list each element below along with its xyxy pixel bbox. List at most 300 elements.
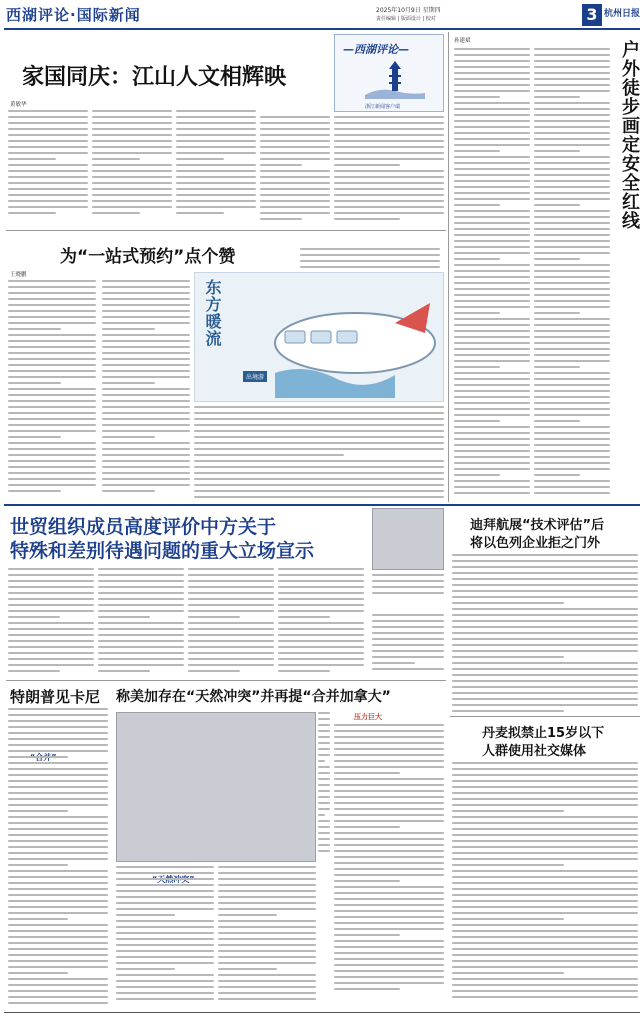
text-line-placeholder [260,140,330,142]
text-line-placeholder [102,418,190,420]
text-line-placeholder [318,844,330,846]
text-line-placeholder [454,486,530,488]
text-line-placeholder [116,878,214,880]
text-line-placeholder [102,352,190,354]
text-line-placeholder [534,348,610,350]
text-line-placeholder [278,574,364,576]
text-line-placeholder [454,456,530,458]
text-line-placeholder [334,736,444,738]
text-line-placeholder [188,598,274,600]
text-line-placeholder [8,652,94,654]
text-line-placeholder [8,358,96,360]
text-line-placeholder [534,354,610,356]
text-line-placeholder [452,834,638,836]
text-line-placeholder [176,128,256,130]
text-line-placeholder [278,652,364,654]
illustration-caption [300,248,440,272]
text-line-placeholder [116,884,214,886]
text-line-placeholder [534,84,610,86]
text-line-placeholder [452,870,638,872]
text-line-placeholder [218,968,277,970]
text-line-placeholder [318,814,325,816]
text-line-placeholder [98,640,184,642]
text-line-placeholder [8,334,96,336]
text-line-placeholder [454,288,530,290]
text-line-placeholder [278,604,364,606]
text-line-placeholder [92,110,172,112]
text-line-placeholder [334,862,444,864]
text-line-placeholder [334,152,444,154]
text-line-placeholder [176,116,256,118]
text-line-placeholder [102,322,190,324]
text-line-placeholder [176,194,256,196]
text-line-placeholder [452,798,638,800]
booking-col-2 [102,280,190,496]
text-line-placeholder [452,662,638,664]
dihe-headline-line1: 迪拜航展“技术评估”后 [470,518,605,533]
text-line-placeholder [8,490,61,492]
text-line-placeholder [278,658,364,660]
canada-col-1 [116,866,214,1004]
text-line-placeholder [454,186,530,188]
text-line-placeholder [452,608,638,610]
outdoor-byline: 孙建斌 [454,38,471,44]
text-line-placeholder [454,90,530,92]
text-line-placeholder [454,312,500,314]
text-line-placeholder [534,336,610,338]
text-line-placeholder [116,980,214,982]
text-line-placeholder [452,912,638,914]
text-line-placeholder [534,228,610,230]
text-line-placeholder [534,138,610,140]
text-line-placeholder [454,354,530,356]
text-line-placeholder [452,602,564,604]
text-line-placeholder [334,970,444,972]
text-line-placeholder [334,826,400,828]
text-line-placeholder [8,628,94,630]
text-line-placeholder [452,786,638,788]
dihe-body [452,554,638,716]
text-line-placeholder [534,72,610,74]
text-line-placeholder [8,346,96,348]
text-line-placeholder [334,952,444,954]
text-line-placeholder [334,874,444,876]
text-line-placeholder [534,240,610,242]
text-line-placeholder [534,450,610,452]
text-line-placeholder [452,828,638,830]
text-line-placeholder [454,480,530,482]
page-number: 3 [582,4,602,26]
text-line-placeholder [8,852,108,854]
text-line-placeholder [534,378,610,380]
text-line-placeholder [534,282,610,284]
text-line-placeholder [454,96,500,98]
text-line-placeholder [454,114,530,116]
text-line-placeholder [454,372,530,374]
text-line-placeholder [534,294,610,296]
text-line-placeholder [8,942,108,944]
text-line-placeholder [454,390,530,392]
text-line-placeholder [534,204,580,206]
text-line-placeholder [334,176,444,178]
canada-col-2 [218,866,316,1004]
text-line-placeholder [334,808,444,810]
text-line-placeholder [454,276,530,278]
text-line-placeholder [334,958,444,960]
text-line-placeholder [194,436,444,438]
text-line-placeholder [534,300,610,302]
text-line-placeholder [454,420,500,422]
text-line-placeholder [92,164,172,166]
text-line-placeholder [318,784,330,786]
text-line-placeholder [452,656,564,658]
text-line-placeholder [334,910,444,912]
text-line-placeholder [8,328,61,330]
text-line-placeholder [454,210,530,212]
text-line-placeholder [534,342,610,344]
carney-body [8,708,108,1008]
text-line-placeholder [318,748,330,750]
text-line-placeholder [534,90,610,92]
text-line-placeholder [8,810,68,812]
text-line-placeholder [194,478,444,480]
text-line-placeholder [8,340,96,342]
text-line-placeholder [8,726,108,728]
text-line-placeholder [8,720,108,722]
wto-col-4 [278,568,364,676]
text-line-placeholder [8,484,96,486]
text-line-placeholder [98,592,184,594]
text-line-placeholder [98,586,184,588]
text-line-placeholder [534,258,580,260]
text-line-placeholder [98,670,150,672]
text-line-placeholder [334,934,400,936]
text-line-placeholder [8,984,108,986]
divider [6,680,446,681]
page-header [4,2,640,30]
text-line-placeholder [8,376,96,378]
text-line-placeholder [260,194,330,196]
text-line-placeholder [218,944,316,946]
text-line-placeholder [372,614,444,616]
text-line-placeholder [452,566,638,568]
text-line-placeholder [194,496,444,498]
main-article-col-4 [260,116,330,224]
text-line-placeholder [116,920,214,922]
text-line-placeholder [98,604,184,606]
text-line-placeholder [334,116,444,118]
text-line-placeholder [218,932,316,934]
wto-photo [372,508,444,570]
text-line-placeholder [454,192,530,194]
text-line-placeholder [318,742,330,744]
text-line-placeholder [102,346,190,348]
text-line-placeholder [116,974,214,976]
text-line-placeholder [318,820,330,822]
text-line-placeholder [8,322,96,324]
text-line-placeholder [98,574,184,576]
text-line-placeholder [278,598,364,600]
text-line-placeholder [8,870,108,872]
text-line-placeholder [92,152,172,154]
text-line-placeholder [452,894,638,896]
text-line-placeholder [116,956,214,958]
text-line-placeholder [278,622,364,624]
text-line-placeholder [454,204,500,206]
text-line-placeholder [218,890,316,892]
text-line-placeholder [98,628,184,630]
text-line-placeholder [334,772,400,774]
text-line-placeholder [534,288,610,290]
text-line-placeholder [102,466,190,468]
text-line-placeholder [8,708,108,710]
text-line-placeholder [334,760,444,762]
text-line-placeholder [452,852,638,854]
text-line-placeholder [8,762,108,764]
text-line-placeholder [318,850,330,852]
text-line-placeholder [452,698,638,700]
text-line-placeholder [8,610,94,612]
text-line-placeholder [8,864,68,866]
wto-col-2 [98,568,184,676]
text-line-placeholder [188,628,274,630]
text-line-placeholder [318,808,330,810]
text-line-placeholder [218,962,316,964]
text-line-placeholder [8,664,94,666]
text-line-placeholder [534,456,610,458]
text-line-placeholder [278,592,364,594]
text-line-placeholder [534,432,610,434]
staff-line: 责任编辑 | 版面设计 | 校对 [376,16,436,22]
text-line-placeholder [92,134,172,136]
text-line-placeholder [534,372,610,374]
text-line-placeholder [534,150,580,152]
text-line-placeholder [534,210,610,212]
text-line-placeholder [8,804,108,806]
text-line-placeholder [454,228,530,230]
text-line-placeholder [8,990,108,992]
text-line-placeholder [534,438,610,440]
text-line-placeholder [454,66,530,68]
text-line-placeholder [334,766,444,768]
text-line-placeholder [534,234,610,236]
text-line-placeholder [102,316,190,318]
booking-col-3 [194,406,444,502]
text-line-placeholder [454,318,530,320]
text-line-placeholder [8,876,108,878]
text-line-placeholder [98,598,184,600]
text-line-placeholder [8,430,96,432]
text-line-placeholder [534,162,610,164]
text-line-placeholder [452,906,638,908]
text-line-placeholder [194,424,444,426]
text-line-placeholder [8,894,108,896]
text-line-placeholder [452,686,638,688]
text-line-placeholder [452,948,638,950]
text-line-placeholder [372,650,444,652]
text-line-placeholder [454,282,530,284]
text-line-placeholder [300,260,440,262]
text-line-placeholder [534,108,610,110]
text-line-placeholder [454,294,530,296]
text-line-placeholder [300,254,440,256]
wto-col-3 [188,568,274,676]
text-line-placeholder [454,84,530,86]
text-line-placeholder [260,182,330,184]
text-line-placeholder [278,664,364,666]
text-line-placeholder [176,164,256,166]
text-line-placeholder [534,306,610,308]
text-line-placeholder [260,170,330,172]
text-line-placeholder [260,146,330,148]
text-line-placeholder [452,954,638,956]
text-line-placeholder [8,750,108,752]
text-line-placeholder [188,592,274,594]
text-line-placeholder [8,780,108,782]
text-line-placeholder [454,348,530,350]
text-line-placeholder [278,670,330,672]
booking-byline: 王晓鹏 [10,272,27,278]
text-line-placeholder [8,586,94,588]
text-line-placeholder [8,882,108,884]
text-line-placeholder [102,286,190,288]
text-line-placeholder [334,742,444,744]
text-line-placeholder [452,942,638,944]
text-line-placeholder [8,756,68,758]
text-line-placeholder [188,664,274,666]
text-line-placeholder [334,194,444,196]
text-line-placeholder [454,168,530,170]
text-line-placeholder [334,904,444,906]
text-line-placeholder [452,846,638,848]
wto-col-5 [372,614,444,674]
text-line-placeholder [452,984,638,986]
text-line-placeholder [102,388,190,390]
text-line-placeholder [372,662,415,664]
text-line-placeholder [334,754,444,756]
text-line-placeholder [188,646,274,648]
text-line-placeholder [454,414,530,416]
outdoor-col-1 [454,48,530,498]
text-line-placeholder [318,736,330,738]
text-line-placeholder [534,420,580,422]
text-line-placeholder [534,174,610,176]
text-line-placeholder [218,938,316,940]
text-line-placeholder [8,930,108,932]
text-line-placeholder [318,730,330,732]
text-line-placeholder [98,646,184,648]
text-line-placeholder [318,754,330,756]
text-line-placeholder [218,872,316,874]
text-line-placeholder [102,478,190,480]
text-line-placeholder [452,996,638,998]
text-line-placeholder [334,200,444,202]
text-line-placeholder [8,304,96,306]
text-line-placeholder [534,270,610,272]
text-line-placeholder [8,176,88,178]
text-line-placeholder [372,644,444,646]
text-line-placeholder [8,194,88,196]
photo-caption-vertical [318,712,330,856]
text-line-placeholder [318,796,330,798]
text-line-placeholder [176,122,256,124]
denmark-headline-line2: 人群使用社交媒体 [482,744,587,759]
text-line-placeholder [278,628,364,630]
text-line-placeholder [194,454,344,456]
text-line-placeholder [8,972,68,974]
text-line-placeholder [454,234,530,236]
text-line-placeholder [8,828,108,830]
text-line-placeholder [454,378,530,380]
text-line-placeholder [334,182,444,184]
text-line-placeholder [318,724,330,726]
text-line-placeholder [8,996,108,998]
text-line-placeholder [8,658,94,660]
text-line-placeholder [8,128,88,130]
text-line-placeholder [176,200,256,202]
text-line-placeholder [452,578,638,580]
text-line-placeholder [452,858,638,860]
text-line-placeholder [8,152,88,154]
text-line-placeholder [534,408,610,410]
text-line-placeholder [334,964,444,966]
text-line-placeholder [8,774,108,776]
text-line-placeholder [318,766,330,768]
text-line-placeholder [8,286,96,288]
text-line-placeholder [534,468,610,470]
text-line-placeholder [452,972,564,974]
text-line-placeholder [92,200,172,202]
text-line-placeholder [454,462,530,464]
section-rule [4,504,640,506]
canada-col-3 [334,724,444,994]
text-line-placeholder [102,442,190,444]
text-line-placeholder [8,200,88,202]
wto-headline-line2: 特殊和差别待遇问题的重大立场宣示 [10,540,315,562]
text-line-placeholder [92,122,172,124]
text-line-placeholder [454,216,530,218]
text-line-placeholder [454,60,530,62]
text-line-placeholder [318,718,330,720]
text-line-placeholder [188,652,274,654]
text-line-placeholder [454,438,530,440]
illustration-tag: 出境游 [243,371,267,382]
text-line-placeholder [8,170,88,172]
text-line-placeholder [8,182,88,184]
text-line-placeholder [8,310,96,312]
text-line-placeholder [8,580,94,582]
text-line-placeholder [300,266,440,268]
text-line-placeholder [534,198,610,200]
text-line-placeholder [8,394,96,396]
text-line-placeholder [334,976,444,978]
text-line-placeholder [8,1002,108,1004]
text-line-placeholder [116,992,214,994]
text-line-placeholder [102,358,190,360]
text-line-placeholder [318,838,330,840]
text-line-placeholder [176,176,256,178]
text-line-placeholder [218,896,316,898]
text-line-placeholder [8,388,96,390]
text-line-placeholder [260,158,330,160]
text-line-placeholder [102,292,190,294]
text-line-placeholder [452,936,638,938]
text-line-placeholder [92,146,172,148]
text-line-placeholder [194,442,444,444]
text-line-placeholder [102,298,190,300]
text-line-placeholder [116,908,214,910]
denmark-body [452,762,638,1002]
